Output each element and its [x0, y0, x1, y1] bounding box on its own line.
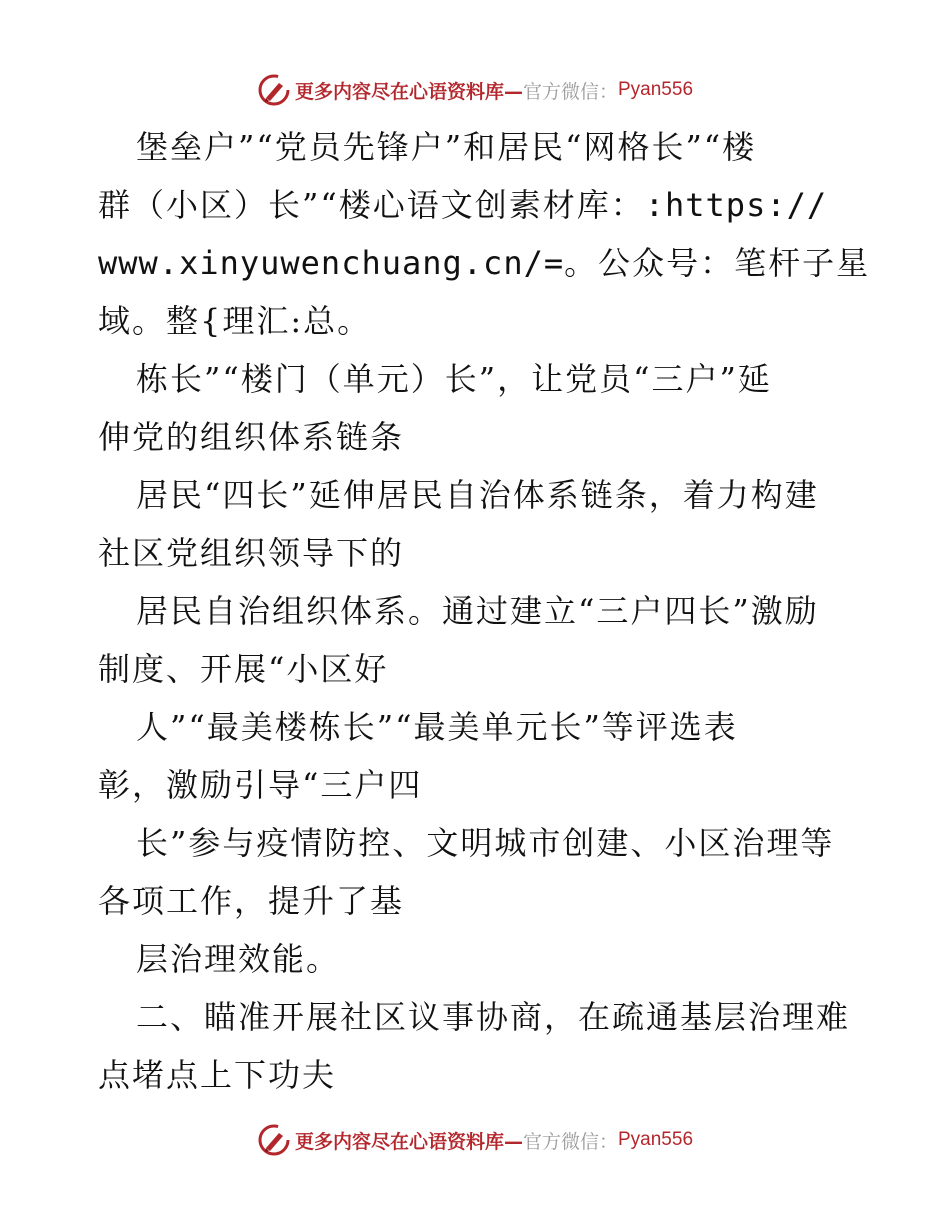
body-line: 域。整{理汇:总。 — [98, 302, 372, 340]
body-line: 层治理效能。 — [136, 940, 341, 978]
pen-logo-icon — [257, 73, 291, 107]
body-line: 居民自治组织体系。通过建立“三户四长”激励 — [136, 592, 819, 630]
footer-banner-text: 更多内容尽在心语资料库— — [294, 1130, 523, 1153]
body-line: 二、瞄准开展社区议事协商，在疏通基层治理难 — [136, 998, 851, 1036]
footer-banner-wechat-label: 官方微信： — [522, 1130, 618, 1153]
header-banner-wechat-label: 官方微信： — [522, 80, 618, 103]
body-line: 点堵点上下功夫 — [98, 1056, 337, 1094]
body-line: 堡垒户”“党员先锋户”和居民“网格长”“楼 — [136, 128, 757, 166]
body-line-part: 群（小区）长”“楼心语文创素材库： — [98, 186, 645, 224]
header-watermark-banner — [0, 70, 950, 110]
body-line: 制度、开展“小区好 — [98, 650, 389, 688]
body-line: 彰，激励引导“三户四 — [98, 766, 423, 804]
body-line: 栋长”“楼门（单元）长”，让党员“三户”延 — [136, 360, 772, 398]
body-line: 社区党组织领导下的 — [98, 534, 405, 572]
body-line-url: www.xinyuwenchuang.cn/= — [98, 244, 565, 282]
pen-logo-icon — [257, 1123, 291, 1157]
body-line — [98, 234, 871, 292]
header-banner-text: 更多内容尽在心语资料库— — [294, 80, 523, 103]
body-line — [98, 176, 858, 234]
footer-watermark-banner — [0, 1120, 950, 1160]
footer-banner-wechat-id: Pyan556 — [618, 1129, 694, 1150]
body-line: 长”参与疫情防控、文明城市创建、小区治理等 — [136, 824, 835, 862]
body-line-url-part: :https:// — [644, 186, 828, 224]
header-banner-wechat-id: Pyan556 — [618, 79, 694, 100]
body-line: 人”“最美楼栋长”“最美单元长”等评选表 — [136, 708, 738, 746]
body-line: 各项工作，提升了基 — [98, 882, 405, 920]
body-line-part: 。公众号：笔杆子星 — [564, 244, 871, 282]
body-line: 伸党的组织体系链条 — [98, 418, 405, 456]
document-body — [98, 118, 871, 1104]
body-line: 居民“四长”延伸居民自治体系链条，着力构建 — [136, 476, 819, 514]
